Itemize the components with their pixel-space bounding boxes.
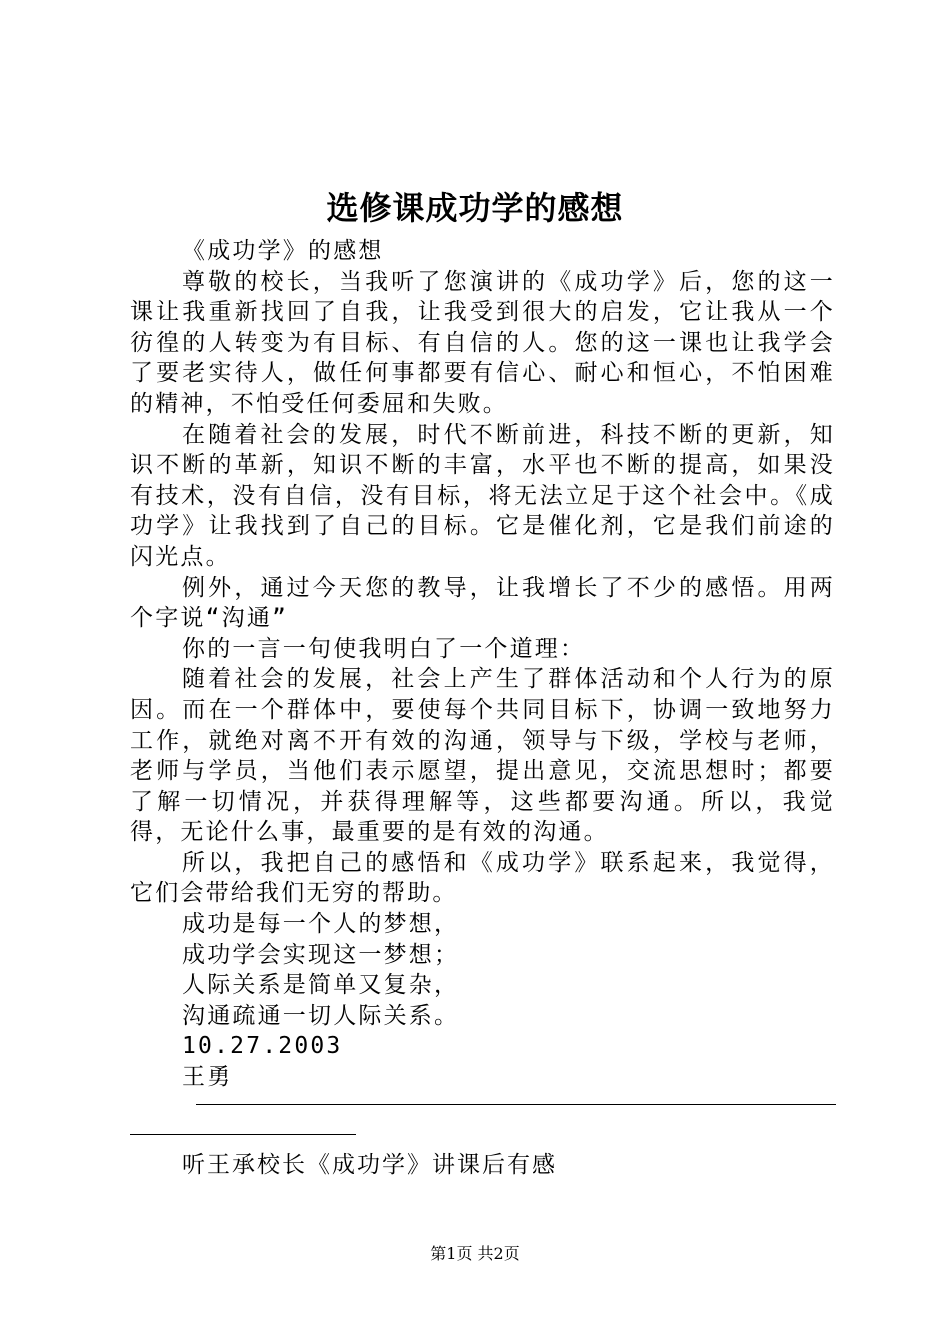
document-title: 选修课成功学的感想 (326, 189, 624, 227)
paragraph: 随着社会的发展，社会上产生了群体活动和个人行为的原因。而在一个群体中，要使每个共同目标下，协调一致地努力工作，就绝对离不开有效的沟通，领导与下级，学校与老师，老师与学员，当他们表示愿望，提出意见，交流思想时；都要了解一切情况，并获得理解等，这些都要沟通。所以，我觉得，无论什么事，最重要的是有效的沟通。 (130, 666, 835, 846)
poem-line: 成功是每一个人的梦想， (182, 911, 460, 938)
paragraph: 所以，我把自己的感悟和《成功学》联系起来，我觉得，它们会带给我们无穷的帮助。 (130, 849, 835, 907)
paragraph: 在随着社会的发展，时代不断前进，科技不断的更新，知识不断的革新，知识不断的丰富，水平也不断的提高，如果没有技术，没有自信，没有目标，将无法立足于这个社会中。《成功学》让我找到了自己的目标。它是催化剂，它是我们前途的闪光点。 (130, 421, 835, 570)
date-line: 10.27.2003 (182, 1033, 343, 1060)
paragraph: 尊敬的校长，当我听了您演讲的《成功学》后，您的这一课让我重新找回了自我，让我受到很大的启发，它让我从一个彷徨的人转变为有目标、有自信的人。您的这一课也让我学会了要老实待人，做任何事都要有信心、耐心和恒心，不怕困难的精神，不怕受任何委屈和失败。 (130, 268, 835, 417)
next-section-title: 听王承校长《成功学》讲课后有感 (182, 1152, 557, 1178)
paragraph: 例外，通过今天您的教导，让我增长了不少的感悟。用两个字说“沟通” (130, 574, 835, 632)
author-signature: 王勇 (182, 1064, 233, 1091)
document-body (130, 236, 835, 1093)
separator-line (130, 1134, 356, 1135)
paragraph-subtitle: 《成功学》的感想 (182, 238, 384, 264)
paragraph: 你的一言一句使我明白了一个道理： (182, 635, 586, 662)
poem-line: 沟通疏通一切人际关系。 (182, 1002, 460, 1029)
poem-line: 成功学会实现这一梦想； (182, 941, 460, 968)
separator-line (196, 1104, 836, 1105)
page-footer: 第1页 共2页 (430, 1244, 520, 1263)
poem-line: 人际关系是简单又复杂， (182, 972, 460, 999)
